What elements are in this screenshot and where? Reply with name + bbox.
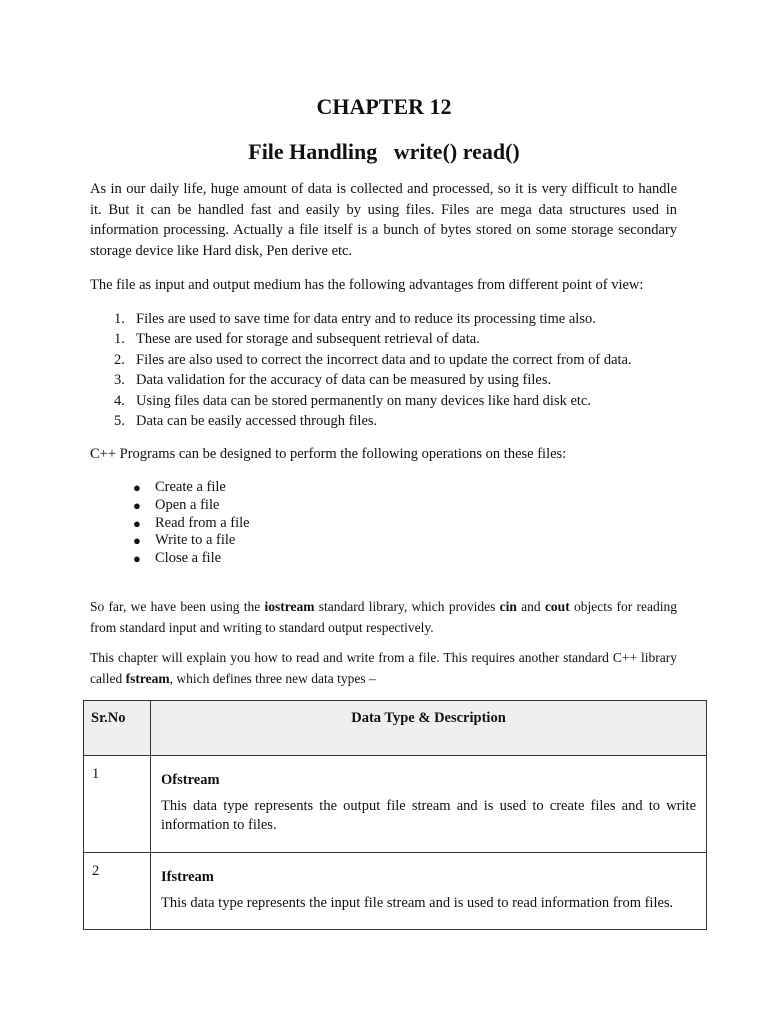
list-text: Write to a file xyxy=(155,532,236,549)
chapter-heading: CHAPTER 12 xyxy=(316,94,452,119)
list-text: Read from a file xyxy=(155,514,250,531)
data-types-table xyxy=(83,700,707,930)
list-item xyxy=(114,329,674,349)
list-item xyxy=(133,497,250,515)
list-item xyxy=(133,479,250,497)
list-item xyxy=(114,411,674,431)
text-run: and xyxy=(516,599,545,614)
list-text: Open a file xyxy=(155,496,220,513)
list-text: Using files data can be stored permanently on many devices like hard disk etc. xyxy=(136,392,591,409)
bold-term: fstream xyxy=(125,670,170,686)
data-type-name: Ofstream xyxy=(161,772,220,788)
bold-term: cout xyxy=(544,599,570,614)
operations-list xyxy=(133,479,250,568)
list-item xyxy=(133,550,250,568)
bullet-icon: ● xyxy=(133,480,141,495)
list-number: 4. xyxy=(114,392,125,409)
fstream-paragraph xyxy=(90,648,677,689)
text-run: So far, we have been using the xyxy=(90,599,265,614)
bold-term: iostream xyxy=(264,599,315,614)
row-description-cell xyxy=(151,853,707,930)
list-number: 1. xyxy=(114,331,125,348)
list-number: 5. xyxy=(114,413,125,430)
iostream-paragraph xyxy=(90,597,677,638)
bullet-icon: ● xyxy=(133,497,141,513)
operations-intro: C++ Programs can be designed to perform the following operations on these files: xyxy=(90,446,567,462)
data-type-description: This data type represents the input file stream and is used to read information from files. xyxy=(161,895,674,911)
intro-paragraph: As in our daily life, huge amount of data is collected and processed, so it is very difficult to handle it. But it can be handled fast and easily by using files. Files are mega data structures used in information processing. Actually a file itself is a bunch of bytes stored on some storage secondary storage device like Hard disk, Pen derive etc. xyxy=(90,181,677,259)
text-run: , which defines three new data types – xyxy=(169,670,376,686)
data-type-name: Ifstream xyxy=(161,869,214,885)
text-run: This chapter will explain you how to read and write from a file. This requires another standard C++ library called xyxy=(90,650,677,686)
list-text: Data validation for the accuracy of data can be measured by using files. xyxy=(136,372,552,389)
bold-term: cin xyxy=(499,599,517,614)
list-text: Create a file xyxy=(155,479,226,495)
column-header-srno: Sr.No xyxy=(84,701,151,756)
list-number: 1. xyxy=(114,311,125,327)
row-description-cell xyxy=(151,756,707,853)
data-type-description: This data type represents the output file stream and is used to create files and to write information to files. xyxy=(161,798,696,833)
text-run: standard library, which provides xyxy=(314,599,500,614)
list-text: Close a file xyxy=(155,550,222,567)
list-number: 2. xyxy=(114,351,125,368)
advantages-list xyxy=(114,309,674,431)
list-text: These are used for storage and subsequent retrieval of data. xyxy=(136,331,480,348)
list-text: Files are also used to correct the incorrect data and to update the correct from of data. xyxy=(136,351,632,368)
table-header-row xyxy=(84,701,707,756)
row-number: 2 xyxy=(84,853,151,930)
table-row xyxy=(84,756,707,853)
bullet-icon: ● xyxy=(133,515,141,531)
advantages-intro: The file as input and output medium has the following advantages from different point of view: xyxy=(90,277,644,293)
list-item xyxy=(133,515,250,533)
row-number: 1 xyxy=(84,756,151,853)
chapter-title: File Handling write() read() xyxy=(248,139,520,164)
list-item xyxy=(114,391,674,411)
list-number: 3. xyxy=(114,372,125,389)
list-item xyxy=(114,350,674,370)
list-text: Files are used to save time for data entry and to reduce its processing time also. xyxy=(136,311,596,327)
list-text: Data can be easily accessed through files. xyxy=(136,413,378,430)
bullet-icon: ● xyxy=(133,551,141,567)
list-item xyxy=(114,309,674,329)
text-run: objects for reading from standard input and writing to standard output respectively. xyxy=(90,599,677,635)
bullet-icon: ● xyxy=(133,533,141,549)
table-row xyxy=(84,853,707,930)
list-item xyxy=(133,532,250,550)
list-item xyxy=(114,370,674,390)
column-header-description: Data Type & Description xyxy=(151,701,707,756)
